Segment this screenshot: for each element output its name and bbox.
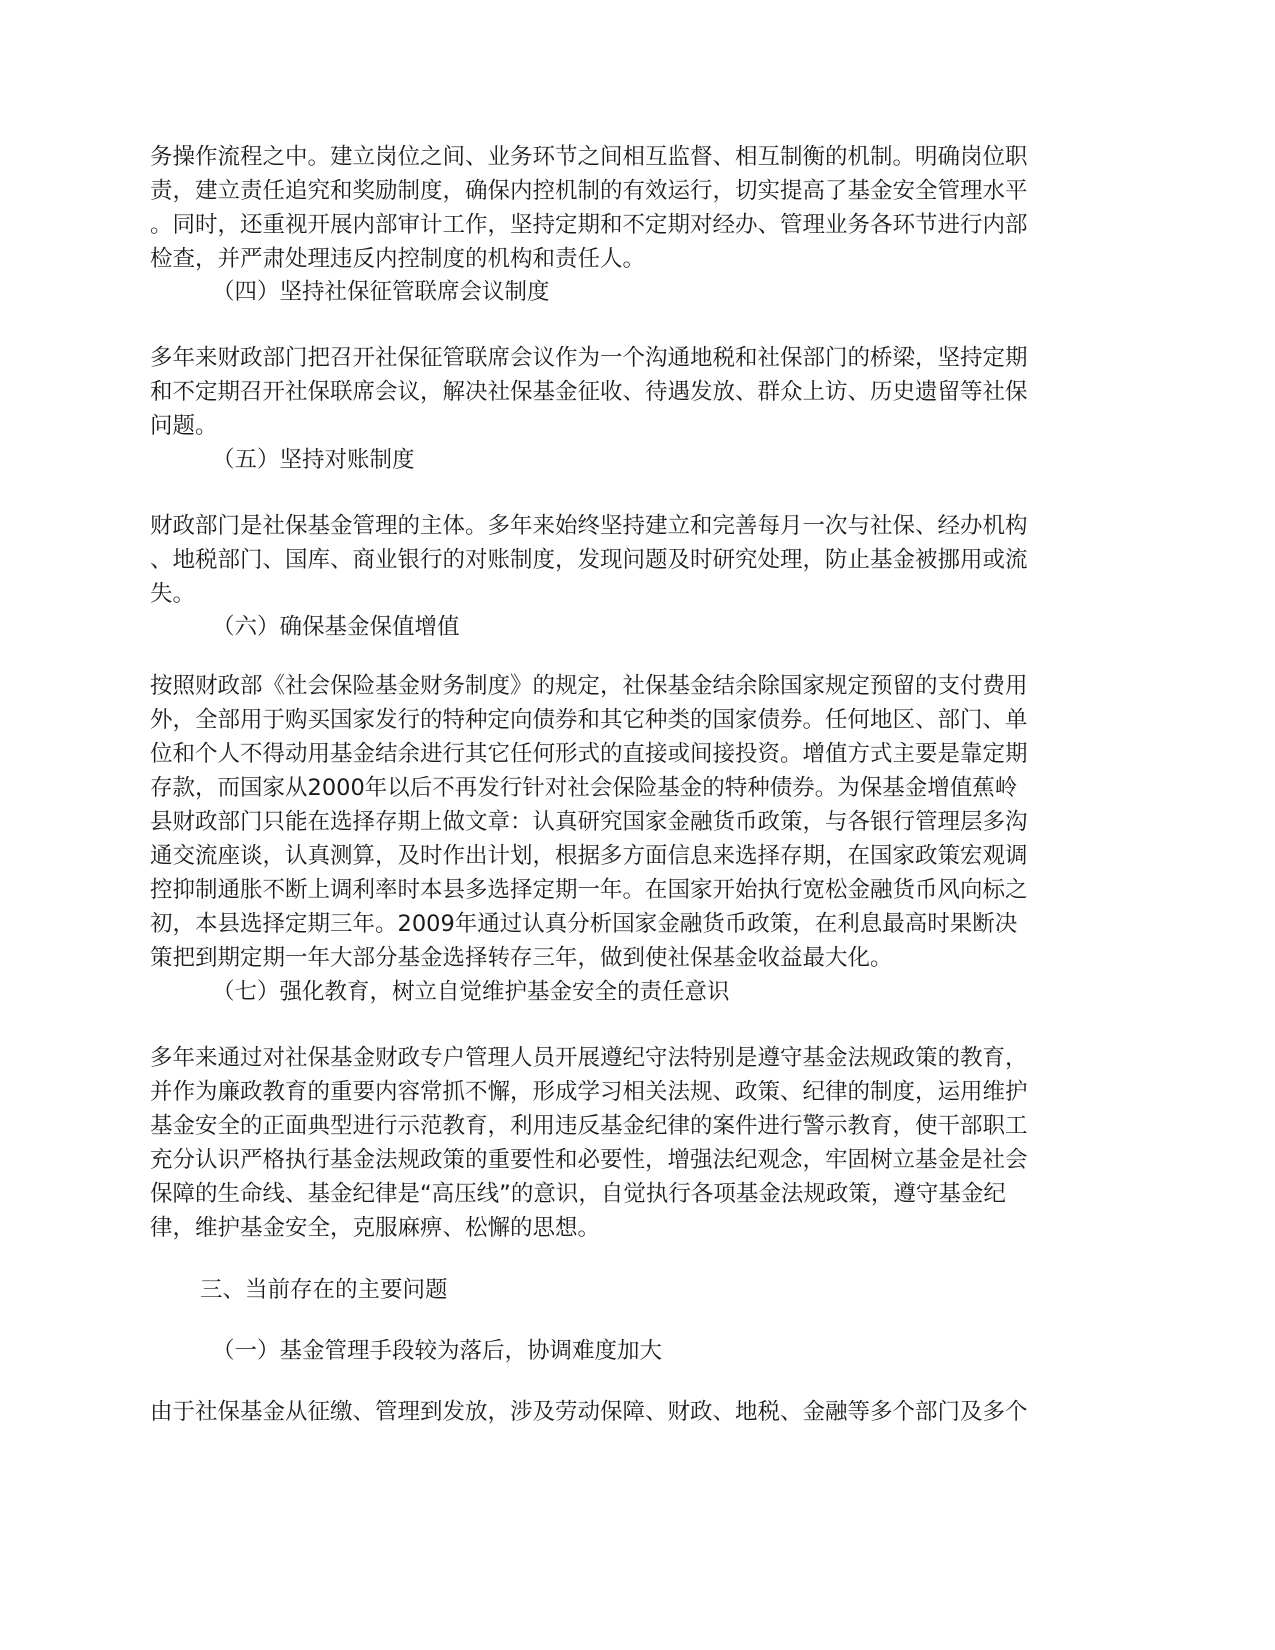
- section-heading: （七）强化教育，树立自觉维护基金安全的责任意识: [212, 979, 730, 1005]
- section-heading: （五）坚持对账制度: [212, 447, 415, 473]
- section-heading: （一）基金管理手段较为落后，协调难度加大: [212, 1338, 663, 1364]
- paragraph-line: 基金安全的正面典型进行示范教育，利用违反基金纪律的案件进行警示教育，使干部职工: [150, 1113, 1028, 1139]
- section-heading: （四）坚持社保征管联席会议制度: [212, 279, 550, 305]
- paragraph-line: 控抑制通胀不断上调利率时本县多选择定期一年。在国家开始执行宽松金融货币风向标之: [150, 877, 1028, 903]
- paragraph-line: 和不定期召开社保联席会议，解决社保基金征收、待遇发放、群众上访、历史遗留等社保: [150, 379, 1028, 405]
- paragraph-line: 、地税部门、国库、商业银行的对账制度，发现问题及时研究处理，防止基金被挪用或流: [150, 547, 1028, 573]
- paragraph-line: 多年来通过对社保基金财政专户管理人员开展遵纪守法特别是遵守基金法规政策的教育，: [150, 1045, 1028, 1071]
- paragraph-line: 失。: [150, 581, 196, 607]
- paragraph-line: 按照财政部《社会保险基金财务制度》的规定，社保基金结余除国家规定预留的支付费用: [150, 673, 1028, 699]
- paragraph-line: 初，本县选择定期三年。2009年通过认真分析国家金融货币政策，在利息最高时果断决: [150, 911, 1018, 937]
- paragraph-line: 通交流座谈，认真测算，及时作出计划，根据多方面信息来选择存期，在国家政策宏观调: [150, 843, 1028, 869]
- paragraph-line: 。同时，还重视开展内部审计工作，坚持定期和不定期对经办、管理业务各环节进行内部: [150, 212, 1028, 238]
- paragraph-line: 律，维护基金安全，克服麻痹、松懈的思想。: [150, 1215, 601, 1241]
- paragraph-line: 外，全部用于购买国家发行的特种定向债券和其它种类的国家债券。任何地区、部门、单: [150, 707, 1028, 733]
- paragraph-line: 多年来财政部门把召开社保征管联席会议作为一个沟通地税和社保部门的桥梁，坚持定期: [150, 345, 1028, 371]
- paragraph-line: 由于社保基金从征缴、管理到发放，涉及劳动保障、财政、地税、金融等多个部门及多个: [150, 1399, 1028, 1425]
- paragraph-line: 县财政部门只能在选择存期上做文章：认真研究国家金融货币政策，与各银行管理层多沟: [150, 809, 1028, 835]
- paragraph-line: 财政部门是社保基金管理的主体。多年来始终坚持建立和完善每月一次与社保、经办机构: [150, 513, 1028, 539]
- section-heading: 三、当前存在的主要问题: [200, 1277, 448, 1303]
- paragraph-line: 充分认识严格执行基金法规政策的重要性和必要性，增强法纪观念，牢固树立基金是社会: [150, 1147, 1028, 1173]
- section-heading: （六）确保基金保值增值: [212, 614, 460, 640]
- paragraph-line: 务操作流程之中。建立岗位之间、业务环节之间相互监督、相互制衡的机制。明确岗位职: [150, 144, 1028, 170]
- paragraph-line: 责，建立责任追究和奖励制度，确保内控机制的有效运行，切实提高了基金安全管理水平: [150, 178, 1028, 204]
- paragraph-line: 策把到期定期一年大部分基金选择转存三年，做到使社保基金收益最大化。: [150, 945, 893, 971]
- paragraph-line: 问题。: [150, 413, 218, 439]
- paragraph-line: 存款，而国家从2000年以后不再发行针对社会保险基金的特种债券。为保基金增值蕉岭: [150, 775, 1018, 801]
- paragraph-line: 检查，并严肃处理违反内控制度的机构和责任人。: [150, 246, 646, 272]
- paragraph-line: 并作为廉政教育的重要内容常抓不懈，形成学习相关法规、政策、纪律的制度，运用维护: [150, 1079, 1028, 1105]
- paragraph-line: 保障的生命线、基金纪律是“高压线”的意识，自觉执行各项基金法规政策，遵守基金纪: [150, 1181, 1006, 1207]
- paragraph-line: 位和个人不得动用基金结余进行其它任何形式的直接或间接投资。增值方式主要是靠定期: [150, 741, 1028, 767]
